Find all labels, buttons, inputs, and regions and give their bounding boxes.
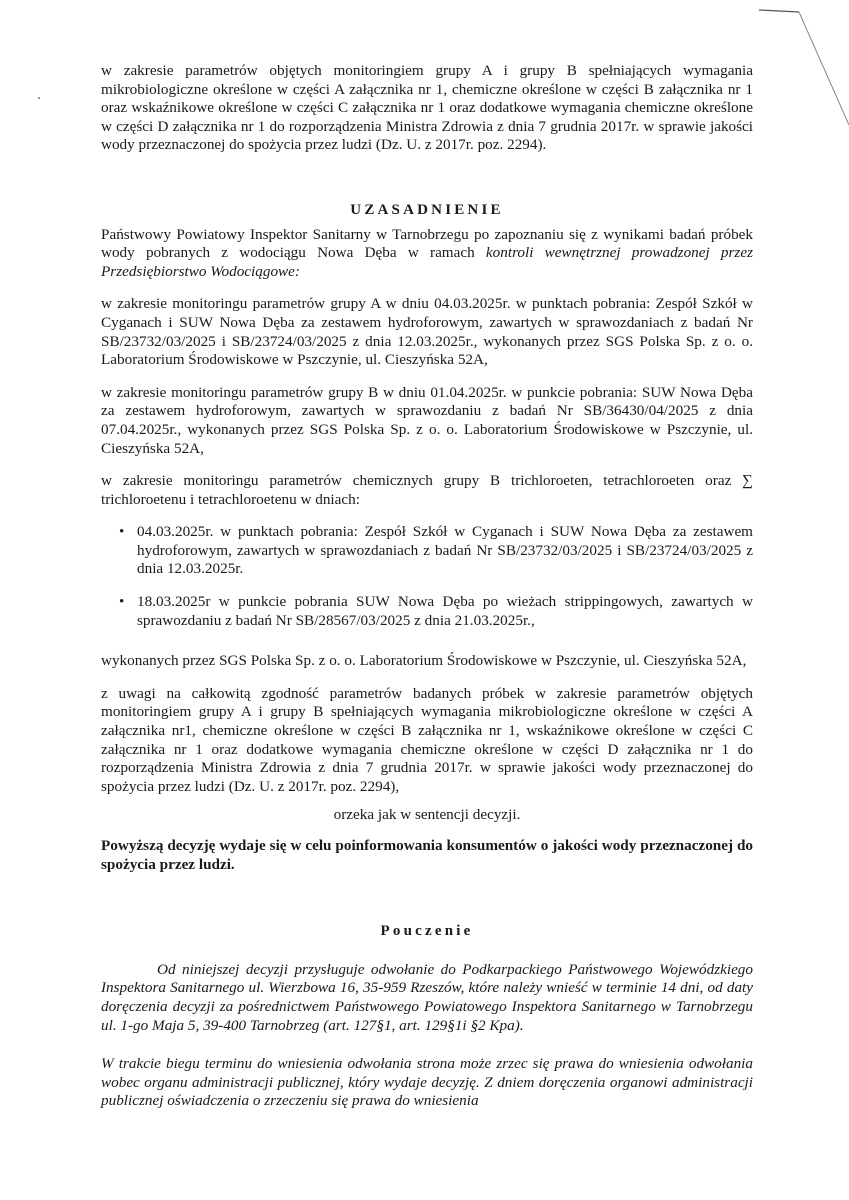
- heading-pouczenie: Pouczenie: [380, 923, 474, 940]
- document-body: [101, 62, 753, 1111]
- list-item: • 18.03.2025r w punkcie pobrania SUW Nowa Dęba po wieżach strippingowych, zawartych w sprawozdaniu z badań Nr SB/28567/03/2025 z dnia 21.03.2025r.,: [137, 593, 753, 630]
- group-a-paragraph: w zakresie monitoringu parametrów grupy A w dniu 04.03.2025r. w punktach pobrania: Zespół Szkół w Cyganach i SUW Nowa Dęba za zestawem hydroforowym, zawartych w sprawozdaniach z badań Nr SB/23732/03/2025 i SB/23724/03/2025 z dnia 12.03.2025r., wykonanych przez SGS Polska Sp. z o. o. Laboratorium Środowiskowe w Pszczynie, ul. Cieszyńska 52A,: [101, 295, 753, 369]
- compliance-paragraph: z uwagi na całkowitą zgodność parametrów badanych próbek w zakresie parametrów objętych monitoringiem grupy A i grupy B spełniających wymagania mikrobiologiczne określone w części A załącznika nr1, chemiczne określone w części B załącznika nr 1, wskaźnikowe określone w części C załącznika nr 1 oraz dodatkowe wymagania chemiczne określone w części D załącznika nr 1 do rozporządzenia Ministra Zdrowia z dnia 7 grudnia 2017r. w sprawie jakości wody przeznaczonej do spożycia przez ludzi (Dz. U. z 2017r. poz. 2294),: [101, 684, 753, 795]
- group-b-paragraph: w zakresie monitoringu parametrów grupy B w dniu 01.04.2025r. w punkcie pobrania: SUW Nowa Dęba za zestawem hydroforowym, zawartych w sprawozdaniu z badań Nr SB/36430/04/2025 z dnia 07.04.2025r., wykonanych przez SGS Polska Sp. z o. o. Laboratorium Środowiskowe w Pszczynie, ul. Cieszyńska 52A,: [101, 383, 753, 457]
- list-item: • 04.03.2025r. w punktach pobrania: Zespół Szkół w Cyganach i SUW Nowa Dęba za zestawem hydroforowym, zawartych w sprawozdaniach z badań Nr SB/23732/03/2025 i SB/23724/03/2025 z dnia 12.03.2025r.: [137, 523, 753, 579]
- appeal-paragraph: Od niniejszej decyzji przysługuje odwołanie do Podkarpackiego Państwowego Wojewódzkiego Inspektora Sanitarnego ul. Wierzbowa 16, 35-959 Rzeszów, które należy wnieść w terminie 14 dni, od daty doręczenia decyzji za pośrednictwem Państwowego Powiatowego Inspektora Sanitarnego w Tarnobrzegu ul. 1-go Maja 5, 39-400 Tarnobrzeg (art. 127§1, art. 129§1i §2 Kpa).: [101, 960, 753, 1034]
- uzasadnienie-intro-text: Państwowy Powiatowy Inspektor Sanitarny w Tarnobrzegu po zapoznaniu się z wynikami badań próbek wody pobranych z wodociągu Nowa Dęba w ramach: [101, 225, 753, 262]
- chemical-group-b-paragraph: w zakresie monitoringu parametrów chemicznych grupy B trichloroeten, tetrachloroeten oraz ∑ trichloroetenu i tetrachloroetenu w dniach:: [101, 472, 753, 508]
- purpose-statement: Powyższą decyzję wydaje się w celu poinformowania konsumentów o jakości wody przeznaczonej do spożycia przez ludzi.: [101, 837, 753, 873]
- scan-edge-line: [759, 0, 849, 130]
- lab-paragraph: wykonanych przez SGS Polska Sp. z o. o. Laboratorium Środowiskowe w Pszczynie, ul. Cieszyńska 52A,: [101, 652, 747, 670]
- uzasadnienie-intro-italic: kontroli wewnętrznej prowadzonej przez Przedsiębiorstwo Wodociągowe:: [101, 244, 753, 280]
- waiver-paragraph: W trakcie biegu terminu do wniesienia odwołania strona może zrzec się prawa do wniesienia odwołania wobec organu administracji publicznej, który wydaje decyzję. Z dniem doręczenia organowi administracji publicznej oświadczenia o zrzeczeniu się prawa do wniesienia: [101, 1055, 753, 1110]
- ruling-line: orzeka jak w sentencji decyzji.: [333, 806, 521, 824]
- heading-uzasadnienie: UZASADNIENIE: [350, 201, 504, 218]
- uzasadnienie-intro-paragraph: [101, 226, 753, 282]
- intro-paragraph: w zakresie parametrów objętych monitoringiem grupy A i grupy B spełniających wymagania mikrobiologiczne określone w części A załącznika nr 1, chemiczne określone w części B załącznika nr 1 oraz wskaźnikowe określone w części C załącznika nr 1 oraz dodatkowe wymagania chemiczne określone w części D załącznika nr 1 do rozporządzenia Ministra Zdrowia z dnia 7 grudnia 2017r. w sprawie jakości wody przeznaczonej do spożycia przez ludzi (Dz. U. z 2017r. poz. 2294).: [101, 62, 753, 154]
- dates-list: [101, 523, 753, 630]
- scan-speck: [38, 97, 40, 99]
